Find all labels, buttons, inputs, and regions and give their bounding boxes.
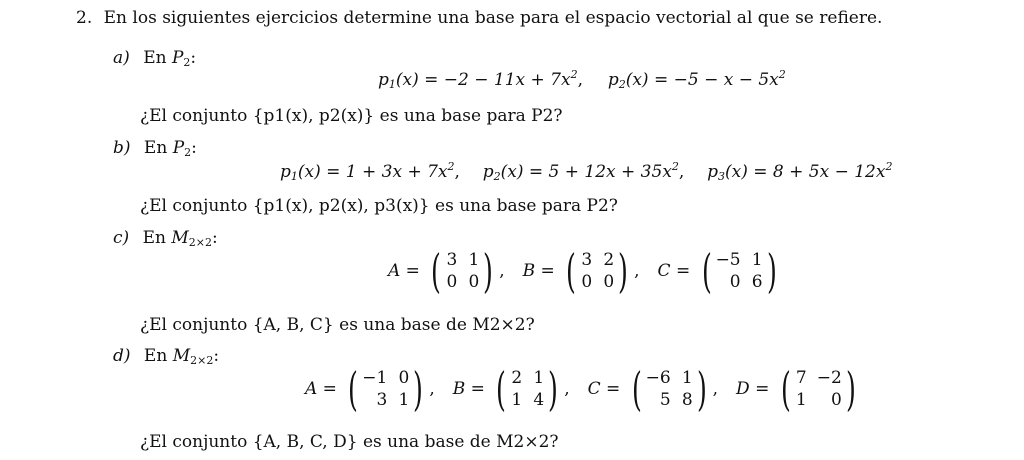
matrix-cell: 1 [398, 390, 410, 410]
matrix-cell: 2 [511, 368, 523, 388]
matrix-cell: 3 [581, 250, 593, 270]
part-b-question: ¿El conjunto {p1(x), p2(x), p3(x)} es una base para P2? [140, 196, 618, 216]
matrix-cell: 7 [795, 368, 807, 388]
part-a-space-prefix: En [143, 48, 167, 68]
part-b-p2-rhs: (x) = 5 + 12x + 35x [500, 162, 672, 182]
part-a-p2-name: p [607, 70, 619, 90]
part-c-space: M [171, 228, 189, 248]
matrix-cell: 1 [751, 250, 763, 270]
part-c-space-sub: 2×2 [188, 236, 212, 249]
matrix-cell: 1 [533, 368, 545, 388]
matrix-cell: 0 [603, 272, 615, 292]
matrix-cell: 0 [468, 272, 480, 292]
part-c-matrices: A = ( 3 1 0 0 ) , B = ( 3 2 0 0 ) , C = ( −5 1 0 6 ) [388, 248, 783, 294]
part-a-p2-index: 2 [618, 78, 626, 91]
part-c-C-name: C [657, 261, 671, 281]
part-d-label: d) [113, 346, 131, 366]
part-a-equation: $p_1(x) = -2 - 11x + 7x^2$, $p_2(x) = -5 - x - 5x^2$ [378, 68, 786, 91]
part-a-p2-rhs: (x) = −5 − x − 5x [625, 70, 779, 90]
part-a-colon: : [190, 48, 197, 68]
matrix-cell: 1 [468, 250, 480, 270]
part-b-space-prefix: En [143, 138, 168, 158]
part-b-p3-name: p [707, 162, 719, 182]
part-c-question: ¿El conjunto {A, B, C} es una base de M2×2? [140, 315, 535, 335]
matrix-cell: 8 [681, 390, 693, 410]
part-b-p3-rhs: (x) = 8 + 5x − 12x [725, 162, 886, 182]
part-c-colon: : [211, 228, 218, 248]
part-d-matrix-B: ( 2 1 1 4 ) [496, 362, 559, 416]
part-c-space-prefix: En [142, 228, 166, 248]
matrix-cell: 1 [681, 368, 693, 388]
part-a-space: P [171, 48, 184, 68]
part-a-space-sub: 2 [183, 56, 191, 69]
matrix-cell: 1 [795, 390, 807, 410]
matrix-cell: 5 [659, 390, 671, 410]
part-d-matrix-C: ( −6 1 5 8 ) [631, 362, 707, 416]
part-b-p3-index: 3 [718, 170, 726, 183]
matrix-cell: −1 [362, 368, 388, 388]
part-d-space: M [172, 346, 191, 366]
part-c-matrix-C: ( −5 1 0 6 ) [701, 244, 777, 298]
matrix-cell: 0 [830, 390, 842, 410]
part-a-p1-name: p [378, 70, 389, 90]
part-d-matrices: A = ( −1 0 3 1 ) , B = ( 2 1 1 4 ) , C = ( −6 1 5 8 ) , D = ( 7 −2 1 0 ) [305, 366, 862, 412]
matrix-cell: −2 [816, 368, 842, 388]
part-b-p3-exp: 2 [885, 160, 893, 173]
matrix-cell: 3 [446, 250, 458, 270]
part-c-matrix-B: ( 3 2 0 0 ) [566, 244, 629, 298]
part-c-A-name: A [388, 261, 401, 281]
part-b-space-sub: 2 [184, 146, 192, 159]
part-c-heading [113, 228, 218, 249]
part-d-space-sub: 2×2 [190, 354, 214, 367]
part-b-p2-name: p [482, 162, 494, 182]
matrix-cell: 0 [398, 368, 410, 388]
matrix-cell: −5 [715, 250, 741, 270]
part-b-colon: : [191, 138, 197, 158]
part-d-matrix-A: ( −1 0 3 1 ) [348, 362, 424, 416]
matrix-cell: 0 [581, 272, 593, 292]
part-a-heading [113, 48, 196, 69]
matrix-cell: −6 [645, 368, 671, 388]
part-b-p2-exp: 2 [671, 160, 679, 173]
part-b-equation: $p_1(x) = 1 + 3x + 7x^2$, $p_2(x) = 5 + 12x + 35x^2$, $p_3(x) = 8 + 5x - 12x^2$ [280, 160, 893, 183]
part-c-B-name: B [522, 261, 536, 281]
part-b-space: P [172, 138, 185, 158]
matrix-cell: 1 [511, 390, 523, 410]
part-a-p1-rhs: (x) = −2 − 11x + 7x [395, 70, 571, 90]
part-d-question: ¿El conjunto {A, B, C, D} es una base de M2×2? [140, 432, 559, 452]
matrix-cell: 6 [751, 272, 763, 292]
part-c-label: c) [113, 228, 130, 248]
part-d-matrix-D: ( 7 −2 1 0 ) [780, 362, 856, 416]
part-d-colon: : [213, 346, 220, 366]
matrix-cell: 0 [729, 272, 741, 292]
part-c-matrix-A: ( 3 1 0 0 ) [431, 244, 494, 298]
matrix-cell: 4 [533, 390, 545, 410]
part-d-C-name: C [587, 379, 601, 399]
part-d-D-name: D [736, 379, 750, 399]
matrix-cell: 2 [603, 250, 615, 270]
matrix-cell: 3 [376, 390, 388, 410]
part-a-p1-index: 1 [388, 78, 396, 91]
part-b-p1-name: p [280, 162, 291, 182]
problem-number: 2. [76, 8, 93, 28]
part-b-p1-exp: 2 [447, 160, 455, 173]
problem-statement: En los siguientes ejercicios determine una base para el espacio vectorial al que se refiere. [103, 8, 883, 28]
part-a-label: a) [113, 48, 130, 68]
part-b-p1-rhs: (x) = 1 + 3x + 7x [297, 162, 448, 182]
part-a-p1-exp: 2 [570, 68, 578, 81]
part-b-label: b) [113, 138, 131, 158]
part-d-B-name: B [452, 379, 466, 399]
part-b-p1-index: 1 [290, 170, 298, 183]
problem-header [76, 8, 882, 28]
part-b-p2-index: 2 [493, 170, 501, 183]
matrix-cell: 0 [446, 272, 458, 292]
part-d-heading [113, 346, 219, 367]
part-a-p2-exp: 2 [778, 68, 786, 81]
part-b-heading [113, 138, 197, 159]
part-a-question: ¿El conjunto {p1(x), p2(x)} es una base para P2? [140, 106, 563, 126]
part-d-A-name: A [305, 379, 318, 399]
part-d-space-prefix: En [143, 346, 168, 366]
